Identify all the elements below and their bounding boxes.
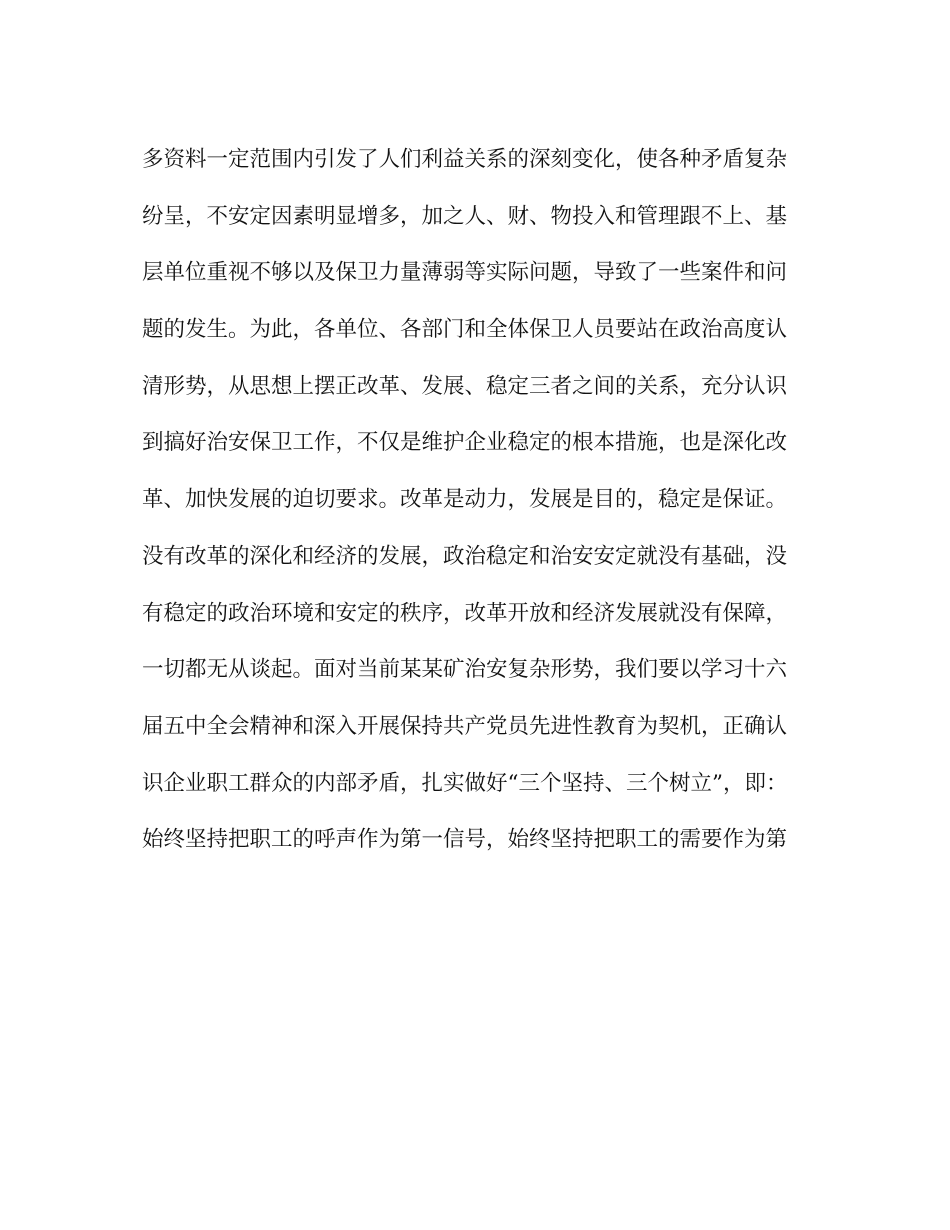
body-paragraph [142,138,814,875]
text-line-9: 有稳定的政治环境和安定的秩序，改革开放和经济发展就没有保障， [142,600,788,626]
text-line-7: 革、加快发展的迫切要求。改革是动力，发展是目的，稳定是保证。 [142,487,788,513]
text-line-12: 识企业职工群众的内部矛盾，扎实做好“三个坚持、三个树立”，即： [142,770,788,796]
text-line-10: 一切都无从谈起。面对当前某某矿治安复杂形势，我们要以学习十六 [142,657,788,683]
text-line-1: 多资料一定范围内引发了人们利益关系的深刻变化，使各种矛盾复杂 [142,147,788,172]
text-line-13: 始终坚持把职工的呼声作为第一信号，始终坚持把职工的需要作为第 [142,827,788,853]
text-line-3: 层单位重视不够以及保卫力量薄弱等实际问题，导致了一些案件和问 [142,260,788,286]
text-line-11: 届五中全会精神和深入开展保持共产党员先进性教育为契机，正确认 [142,713,788,739]
text-line-5: 清形势，从思想上摆正改革、发展、稳定三者之间的关系，充分认识 [142,373,788,399]
text-line-6: 到搞好治安保卫工作，不仅是维护企业稳定的根本措施，也是深化改 [142,430,788,456]
text-line-4: 题的发生。为此，各单位、各部门和全体保卫人员要站在政治高度认 [142,317,788,343]
text-line-8: 没有改革的深化和经济的发展，政治稳定和治安安定就没有基础，没 [142,543,788,569]
text-line-2: 纷呈，不安定因素明显增多，加之人、财、物投入和管理跟不上、基 [142,203,788,229]
